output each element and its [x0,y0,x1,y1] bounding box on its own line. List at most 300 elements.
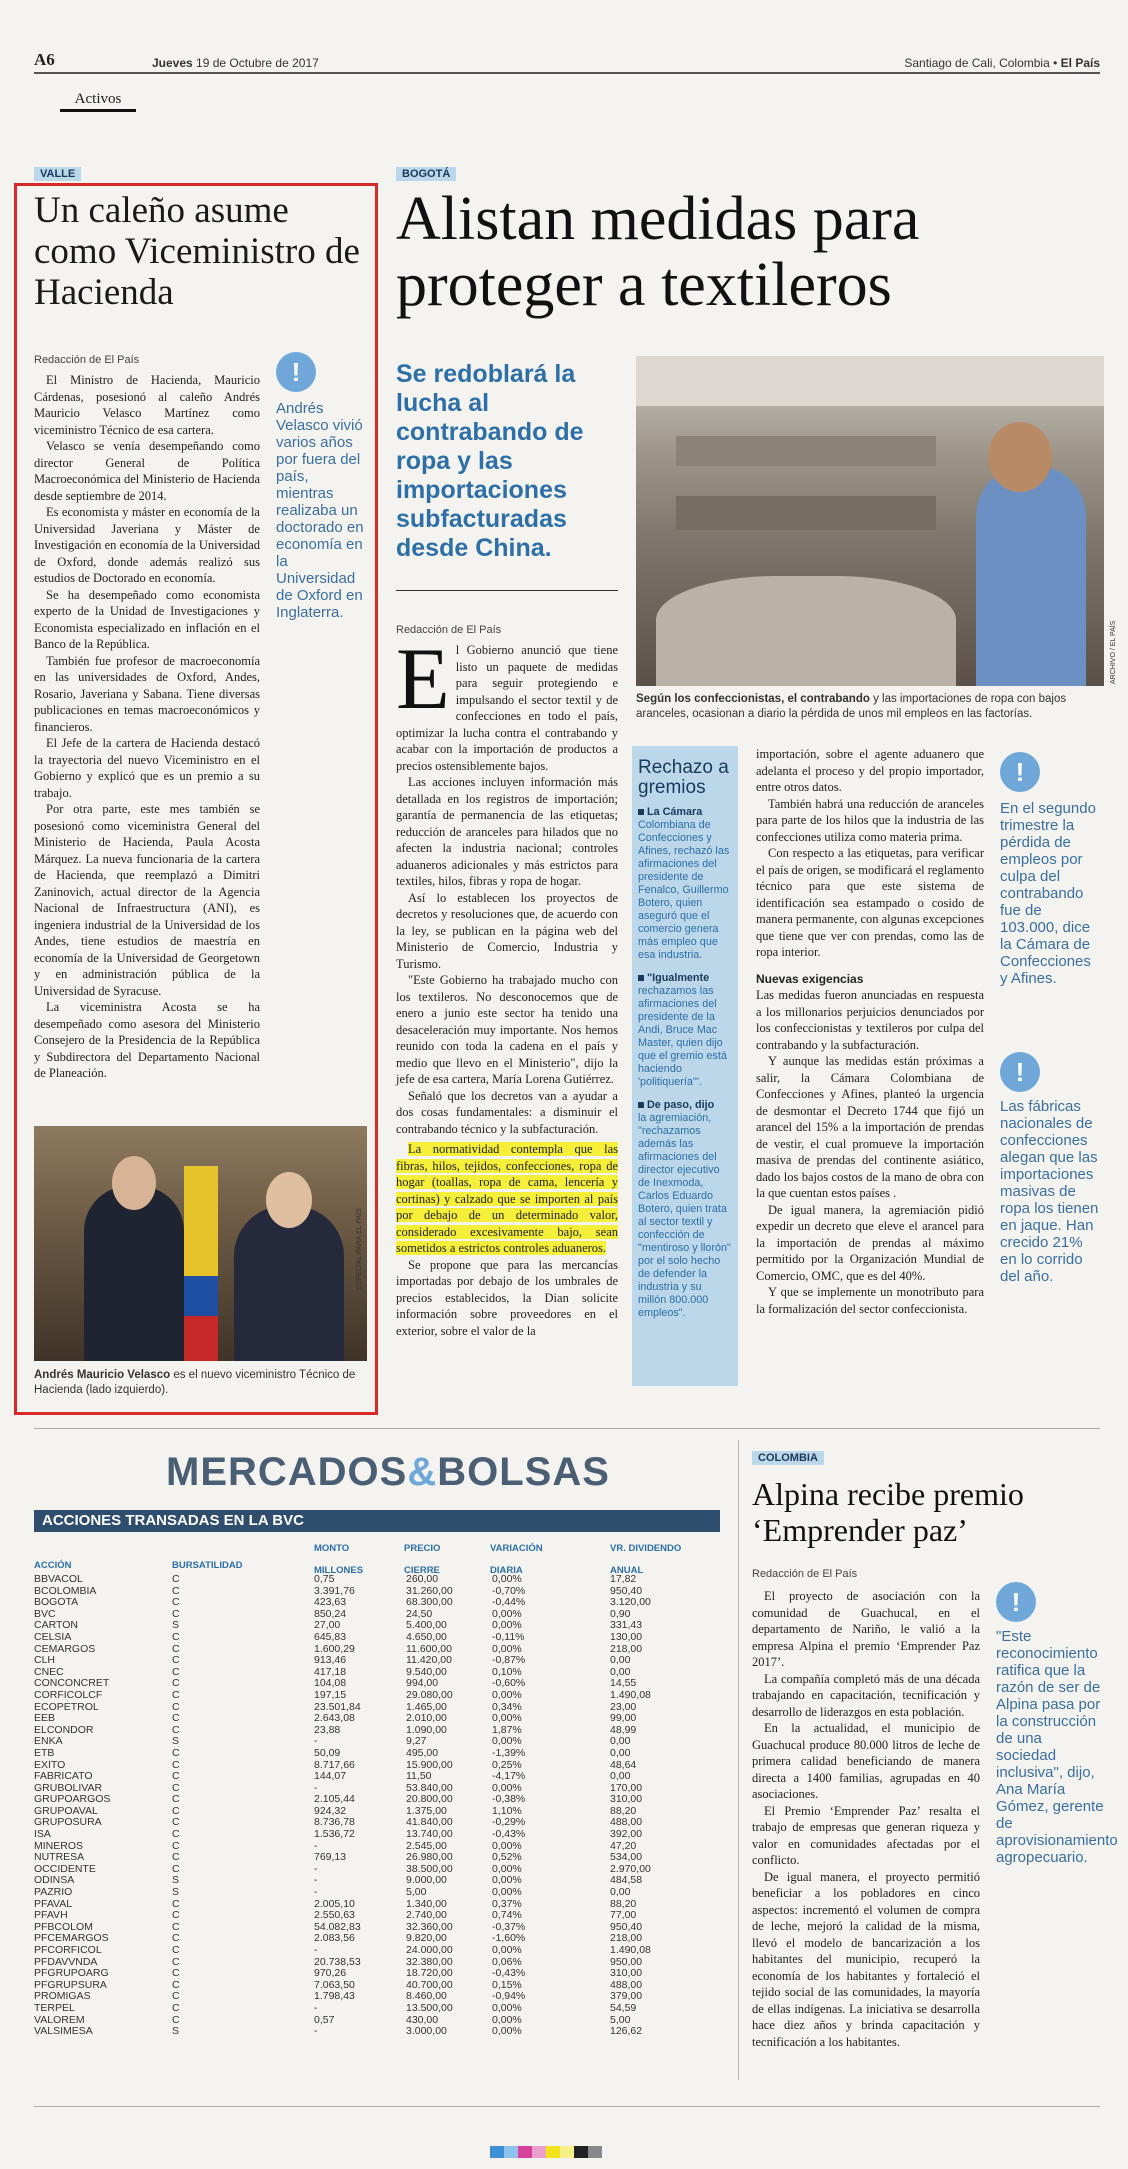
person-right [234,1206,344,1361]
cell-monto: - [314,1944,318,1956]
cell-accion: PAZRIO [34,1886,73,1899]
swatch-yellow [546,2146,560,2158]
cell-accion: VALSIMESA [34,2025,93,2038]
header-location-text: Santiago de Cali, Colombia • [904,56,1061,70]
photo-fabric [656,576,956,686]
cell-variacion: 0,10% [492,1665,522,1678]
cell-precio: 9,27 [406,1735,427,1748]
main-kicker: BOGOTÁ [396,167,456,181]
rechazo-item [638,806,732,962]
cell-bursatilidad: C [172,1607,180,1620]
cell-variacion: 0,00% [492,1944,522,1956]
header-monto: MONTO MILLONES [314,1543,364,1576]
cell-variacion: 0,00% [492,1874,522,1887]
cell-variacion: 0,00% [492,1688,522,1701]
main-paragraph: Y aunque las medidas están próximas a salir, la Cámara Colombiana de Confecciones y Afines, planteó la urgencia de desmontar el Decreto 1744 que fijó un arancel del 15% a la importación de prendas de vestir, el cual promueve la importación masiva de prendas del continente asiático, dado los bajos costos de la mano de obra con la que cuentan estos países . [756,1054,984,1200]
cell-precio: 11,50 [406,1770,432,1783]
cell-bursatilidad: C [172,2013,180,2026]
page-number: A6 [34,50,55,69]
cell-bursatilidad: C [172,1862,180,1875]
cell-bursatilidad: C [172,1642,180,1655]
cell-dividendo: 130,00 [610,1630,643,1643]
rechazo-item [638,972,732,1089]
table-row [34,1713,724,1725]
cell-dividendo: 47,20 [610,1839,637,1852]
left-photo [34,1126,367,1361]
flag-red [184,1316,218,1361]
cell-bursatilidad: C [172,1909,180,1922]
cell-precio: 5.400,00 [406,1619,447,1632]
cell-monto: - [314,1735,318,1748]
cell-monto: 23.501,84 [314,1700,361,1713]
cell-bursatilidad: C [172,2001,180,2014]
rechazo-item-text: Colombiana de Confecciones y Afines, rechazó las afirmaciones del presidente de Fenalco, Guillermo Botero, quien aseguró que el comercio genera más empleo que esa industria. [638,819,730,961]
cell-accion: GRUPOARGOS [34,1793,111,1806]
cell-bursatilidad: C [172,1746,180,1759]
cell-precio: 1.090,00 [406,1723,447,1736]
main-paragraph: "Este Gobierno ha trabajado mucho con los textileros. No desconocemos que de enero a junio este sector ha tenido una desaceleración muy importante. Nos hemos reunido con toda la cadena en el país y medio que llevo en el Ministerio", dijo la jefe de esa cartera, María Lorena Gutiérrez. [396,973,618,1086]
left-kicker-wrap [34,164,81,182]
header-paper-name: El País [1060,56,1100,70]
cell-variacion: 0,00% [492,1573,522,1585]
main-lead-text: l Gobierno anunció que tiene listo un paquete de medidas para seguir protegiendo e impulsando el sector textil y de confecciones en todo el país, optimizar la lucha contra el contrabando y acabar con la importación de productos a precios ostensiblemente bajos. [396,643,618,773]
cell-accion: ELCONDOR [34,1723,94,1736]
header-date-day: Jueves [152,56,193,70]
cell-accion: NUTRESA [34,1851,85,1864]
cell-precio: 2.740,00 [406,1909,447,1922]
left-paragraph: Se ha desempeñado como economista experto de la Unidad de Investigaciones y Economista especializado en inflación en el Banco de la República. [34,587,260,651]
rechazo-sidebar [632,746,738,1386]
cell-bursatilidad: C [172,1770,180,1783]
cell-precio: 3.000,00 [406,2025,447,2038]
main-dropcap: E [396,631,450,728]
cell-variacion: 0,15% [492,1978,522,1991]
main-paragraph: importación, sobre el agente aduanero que adelanta el proceso y del propio importador, entre otros datos. [756,747,984,794]
cell-accion: ETB [34,1746,55,1759]
cell-precio: 13.500,00 [406,2001,453,2014]
header-variacion: VARIACIÓN DIARIA [490,1543,543,1576]
cell-variacion: -0,70% [492,1584,526,1597]
left-paragraph: La viceministra Acosta se ha desempeñado como asesora del Ministerio Consejero de la Presidencia de la República y Subdirectora del Departamento Nacional de Planeación. [34,1000,260,1080]
left-quote: Andrés Velasco vivió varios años por fuera del país, mientras realizaba un doctorado en economía en la Universidad de Oxford en Inglaterra. [276,400,364,621]
table-row [34,1945,724,1957]
cell-monto: - [314,2001,318,2014]
main-deck: Se redoblará la lucha al contrabando de ropa y las importaciones subfacturadas desde China. [396,360,584,562]
cell-accion: GRUPOSURA [34,1816,102,1829]
table-row [34,1748,724,1760]
alpina-paragraph: El Premio ‘Emprender Paz’ resalta el trabajo de empresas que generan riqueza y valor en comunidades afectadas por el conflicto. [752,1803,980,1867]
person-left [84,1186,184,1361]
bullet-square [638,809,644,815]
header-rule [34,72,1100,74]
cell-precio: 18.720,00 [406,1967,453,1980]
cell-monto: 0,57 [314,2013,335,2026]
cell-variacion: 0,00% [492,2001,522,2014]
cell-precio: 5,00 [406,1886,427,1899]
main-kicker-wrap [396,164,456,182]
cell-accion: OCCIDENTE [34,1862,96,1875]
swatch-light-yellow [560,2146,574,2158]
table-row [34,1574,724,1586]
alpina-paragraph: De igual manera, el proyecto permitió beneficiar a los pobladores en cinco aspectos: incrementó el volumen de compra de leche, mejoró la calidad de la misma, llevó el modelo de bancarización a los habitantes del municipio, recuperó la economía de los habitantes y fortaleció el tejido social de las comunidades, la mayoría de ellas indígenas. La iniciativa se desarrolla hace diez años y brinda capacitación y tecnificación a los habitantes. [752,1869,980,2049]
cell-monto: 645,83 [314,1630,347,1643]
header-bursatilidad: BURSATILIDAD [172,1560,243,1571]
cell-dividendo: 218,00 [610,1642,643,1655]
cell-variacion: -0,29% [492,1816,526,1829]
cell-precio: 994,00 [406,1677,439,1690]
cell-precio: 32.380,00 [406,1955,453,1968]
cell-accion: EXITO [34,1758,66,1771]
cell-monto: 2.550,63 [314,1909,355,1922]
cell-bursatilidad: C [172,1851,180,1864]
bullet-square [638,1102,644,1108]
main-deck-rule [396,590,618,591]
cell-variacion: -1,60% [492,1932,526,1945]
left-paragraph: Por otra parte, este mes también se posesionó como viceministra General del Ministerio de Hacienda, Paula Acosta Márquez. La nueva funcionaria de la cartera de Hacienda, que reemplazó a Dimitri Zaninovich, actual director de la Agencia Nacional de Infraestructura (ANI), es ingeniera industrial de la Universidad de los Andes, tiene estudios de maestría en economía de la Universidad de Georgetown y en administración pública de la Universidad de Syracuse. [34,802,260,998]
cell-accion: PROMIGAS [34,1990,91,2003]
cell-precio: 53.840,00 [406,1781,453,1794]
main-paragraph: Con respecto a las etiquetas, para verificar el país de origen, se modificará el reglamento técnico para que este sistema de identificación sea estampado o cosido de manera permanente, con algunas excepciones que tiene que ver con prendas, como las de ropa interior. [756,846,985,959]
table-row [34,1632,724,1644]
cell-precio: 40.700,00 [406,1978,453,1991]
alpina-paragraph: En la actualidad, el municipio de Guachucal produce 80.000 litros de leche de primera calidad beneficiando de manera directa a 1400 familias, agrupadas en 40 asociaciones. [752,1721,980,1801]
cell-accion: BBVACOL [34,1573,83,1585]
swatch-black [574,2146,588,2158]
table-row [34,1771,724,1783]
cell-accion: BCOLOMBIA [34,1584,97,1597]
cell-accion: BOGOTA [34,1596,79,1609]
cell-dividendo: 1.490,08 [610,1944,651,1956]
main-quote2: Las fábricas nacionales de confecciones alegan que las importaciones masivas de ropa los tienen en jaque. Han crecido 21% en lo corrido del año. [1000,1098,1099,1285]
cell-accion: PFGRUPSURA [34,1978,107,1991]
cell-variacion: 0,00% [492,1781,522,1794]
left-paragraph: El Ministro de Hacienda, Mauricio Cárdenas, posesionó al caleño Andrés Mauricio Velasco Martínez como viceministro Técnico de esa cartera. [34,373,260,437]
cell-dividendo: 48,99 [610,1723,637,1736]
main-paragraph: Y que se implemente un monotributo para la formalización del sector confeccionista. [756,1285,984,1316]
swatch-light-blue [504,2146,518,2158]
cell-accion: CONCONCRET [34,1677,110,1690]
table-row [34,1655,724,1667]
left-headline: Un caleño asume como Viceministro de Hacienda [34,190,360,313]
cell-accion: CARTON [34,1619,78,1632]
cell-monto: 104,08 [314,1677,347,1690]
cell-bursatilidad: C [172,1723,180,1736]
left-caption-bold: Andrés Mauricio Velasco [34,1369,171,1381]
cell-precio: 31.260,00 [406,1584,453,1597]
cell-accion: CORFICOLCF [34,1688,103,1701]
cell-monto: 8.717,66 [314,1758,355,1771]
alpina-kicker: COLOMBIA [752,1451,824,1465]
cell-dividendo: 0,00 [610,1654,631,1667]
cell-bursatilidad: S [172,1735,180,1748]
cell-bursatilidad: C [172,1793,180,1806]
cell-precio: 2.545,00 [406,1839,447,1852]
photo-row-1 [676,436,936,466]
left-paragraph: El Jefe de la cartera de Hacienda destacó la trayectoria del nuevo Viceministro en el Gobierno y explicó que es un premio a su trabajo. [34,736,260,800]
cell-variacion: -0,60% [492,1677,526,1690]
cell-dividendo: 77,00 [610,1909,637,1922]
table-row [34,1829,724,1841]
main-photo [636,356,1104,686]
left-quote-icon: ! [276,352,316,392]
cell-monto: 3.391,76 [314,1584,355,1597]
cell-dividendo: 170,00 [610,1781,643,1794]
cell-dividendo: 1.490,08 [610,1688,651,1701]
cell-accion: ENKA [34,1735,63,1748]
cell-bursatilidad: C [172,1944,180,1956]
left-paragraph: Es economista y máster en economía de la Universidad Javeriana y Máster de Investigación en economía de la Universidad de Oxford, donde además realizó sus estudios de Doctorado en economía. [34,505,260,585]
cell-variacion: 0,00% [492,1839,522,1852]
cell-precio: 29.080,00 [406,1688,453,1701]
cell-monto: 23,88 [314,1723,341,1736]
header-dividendo: VR. DIVIDENDO ANUAL [610,1543,682,1576]
cell-monto: - [314,2025,318,2038]
swatch-gray [588,2146,602,2158]
cell-accion: PFCEMARGOS [34,1932,109,1945]
cell-dividendo: 0,00 [610,1770,631,1783]
cell-dividendo: 126,62 [610,2025,643,2038]
markets-headers [34,1538,724,1576]
cell-dividendo: 488,00 [610,1816,643,1829]
cell-accion: PFCORFICOL [34,1944,102,1956]
markets-table-body [34,1574,724,2038]
left-photo-credit: ESPECIAL PARA EL PAÍS [356,1208,363,1290]
person-left-head [112,1156,156,1210]
alpina-byline: Redacción de El País [752,1568,858,1580]
cell-bursatilidad: S [172,1619,180,1632]
cell-monto: 417,18 [314,1665,347,1678]
markets-table [34,1574,724,2038]
cell-monto: 20.738,53 [314,1955,361,1968]
cell-bursatilidad: C [172,1828,180,1841]
cell-variacion: 0,00% [492,1886,522,1899]
cell-dividendo: 218,00 [610,1932,643,1945]
cell-variacion: -0,11% [492,1630,525,1643]
cell-monto: - [314,1862,318,1875]
main-paragraph: Las acciones incluyen información más detallada en los registros de importación; garantía de permanencia de las etiquetas; reducción de aranceles para hilados que no afecten la industria nacional; controles aduaneros adicionales y más estrictos para textiles, hilos, fibras y ropa de hogar. [396,775,618,888]
cell-monto: 2.005,10 [314,1897,355,1910]
left-caption-rest: es el nuevo viceministro Técnico de Hacienda (lado izquierdo). [34,1369,356,1396]
cell-accion: PFAVAL [34,1897,73,1910]
left-paragraph: También fue profesor de macroeconomía en las universidades de Oxford, Andes, Rosario, Javeriana y Sabana. Tiene diversas publicaciones en temas macroeconómicos y financieros. [34,653,260,734]
cell-accion: FABRICATO [34,1770,93,1783]
cell-precio: 9.540,00 [406,1665,447,1678]
cell-precio: 430,00 [406,2013,439,2026]
cell-dividendo: 0,00 [610,1746,631,1759]
cell-variacion: -0,43% [492,1967,526,1980]
markets-bar: ACCIONES TRANSADAS EN LA BVC [34,1510,720,1532]
cell-accion: GRUPOAVAL [34,1804,98,1817]
cell-accion: CNEC [34,1665,64,1678]
cell-accion: MINEROS [34,1839,84,1852]
cell-bursatilidad: S [172,1886,180,1899]
cell-dividendo: 534,00 [610,1851,643,1864]
alpina-paragraph: La compañía completó más de una década trabajando en capacitación, tecnificación y desarrollo de liderazgos en esta población. [752,1671,980,1719]
cell-bursatilidad: C [172,1758,180,1771]
main-paragraph: De igual manera, la agremiación pidió expedir un decreto que eleve el arancel para la importación de prendas al máximo permitido por la Organización Mundial de Comercio, OMC, que es del 40%. [756,1202,984,1283]
markets-title-b: BOLSAS [437,1450,610,1494]
cell-precio: 24,50 [406,1607,433,1620]
cell-variacion: -0,37% [492,1920,526,1933]
cell-bursatilidad: C [172,1932,180,1945]
table-row [34,1690,724,1702]
cell-accion: CELSIA [34,1630,72,1643]
left-body [34,372,260,1082]
swatch-blue [490,2146,504,2158]
cell-dividendo: 0,00 [610,1665,631,1678]
alpina-body [752,1588,980,2050]
cell-monto: 0,75 [314,1573,335,1585]
main-caption-rest: y las importaciones de ropa con bajos aranceles, ocasionan a diario la pérdida de unos mil empleos en las factorías. [636,693,1067,720]
cell-variacion: -1,39% [492,1746,526,1759]
cell-bursatilidad: S [172,1874,180,1887]
alpina-divider [738,1440,739,2080]
cell-monto: 8.736,78 [314,1816,355,1829]
cell-dividendo: 99,00 [610,1712,637,1725]
main-subhead: Nuevas exigencias [756,971,864,986]
main-quote1-icon: ! [1000,752,1040,792]
cell-variacion: -4,17% [492,1770,526,1783]
cell-monto: 1.798,43 [314,1990,355,2003]
cell-variacion: 0,00% [492,2013,522,2026]
cell-dividendo: 484,58 [610,1874,643,1887]
table-row [34,1887,724,1899]
cell-dividendo: 950,40 [610,1920,643,1933]
cell-dividendo: 950,40 [610,1584,643,1597]
cell-accion: ODINSA [34,1874,75,1887]
cell-variacion: -0,94% [492,1990,526,2003]
cell-variacion: 0,37% [492,1897,522,1910]
cell-dividendo: 3.120,00 [610,1596,651,1609]
cell-accion: EEB [34,1712,56,1725]
cell-accion: TERPEL [34,2001,75,2014]
cell-dividendo: 2.970,00 [610,1862,651,1875]
cell-bursatilidad: C [172,1584,180,1597]
header-precio: PRECIO CIERRE [404,1543,441,1576]
photo-worker-head [988,422,1052,492]
main-caption-bold: Según los confeccionistas, el contrabando [636,693,870,705]
cell-monto: 54.082,83 [314,1920,361,1933]
cell-monto: 850,24 [314,1607,347,1620]
cell-variacion: 1,10% [492,1804,522,1817]
main-paragraph: Señaló que los decretos van a ayudar a dos cosas fundamentales: a disminuir el contrabando técnico y la subfacturación. [396,1088,618,1136]
cell-variacion: 0,00% [492,1862,522,1875]
cell-dividendo: 331,43 [610,1619,643,1632]
cell-variacion: 0,00% [492,1712,522,1725]
cell-precio: 9.820,00 [406,1932,447,1945]
cell-precio: 41.840,00 [406,1816,453,1829]
cell-dividendo: 5,00 [610,2013,631,2026]
swatch-pink [532,2146,546,2158]
main-caption [636,692,1104,722]
cell-precio: 32.360,00 [406,1920,453,1933]
rechazo-item-text: la agremiación, "rechazamos además las afirmaciones del director ejecutivo de Inexmoda, Carlos Eduardo Botero, quien trata al sector textil y confección de "mentiroso y llorón" por el solo hecho de defender la industria y su millón 800.000 empleos". [638,1112,731,1319]
main-paragraph: Así lo establecen los proyectos de decretos y resoluciones que, de acuerdo con la ley, se publican en la página web del Ministerio de Comercio, Industria y Turismo. [396,890,618,971]
cell-precio: 260,00 [406,1573,439,1585]
cell-precio: 68.300,00 [406,1596,453,1609]
cell-bursatilidad: C [172,1781,180,1794]
left-paragraph: Velasco se venía desempeñando como director General de Política Macroeconómica del Ministerio de Hacienda desde septiembre de 2014. [34,439,260,503]
cell-bursatilidad: C [172,1677,180,1690]
footer-rule [34,2106,1100,2107]
cell-monto: 2.643,08 [314,1712,355,1725]
cell-accion: PFDAVVNDA [34,1955,98,1968]
cell-dividendo: 0,00 [610,1886,631,1899]
cell-accion: PFBCOLOM [34,1920,93,1933]
cell-monto: 144,07 [314,1770,347,1783]
cell-variacion: -0,43% [492,1828,526,1841]
cell-precio: 38.500,00 [406,1862,453,1875]
cell-precio: 4.650,00 [406,1630,447,1643]
header-date [152,56,319,70]
cell-dividendo: 392,00 [610,1828,643,1841]
cell-variacion: 0,00% [492,1619,522,1632]
cell-variacion: 0,34% [492,1700,522,1713]
main-lead [396,631,618,774]
cell-variacion: -0,44% [492,1596,526,1609]
cell-monto: 27,00 [314,1619,341,1632]
photo-light-band [636,356,1104,406]
cell-monto: 7.063,50 [314,1978,355,1991]
cell-bursatilidad: C [172,1839,180,1852]
rechazo-item-bold: La Cámara [647,806,703,818]
main-paragraph: También habrá una reducción de aranceles para parte de los hilos que la industria de las confecciones utiliza como materia prima. [756,796,984,844]
main-paragraph: Las medidas fueron anunciadas en respuesta a los millonarios perjuicios denunciados por los confeccionistas y textileros por culpa del contrabando y la subfacturación. [756,988,984,1052]
cell-variacion: 0,00% [492,1642,522,1655]
cell-bursatilidad: C [172,1712,180,1725]
cell-precio: 8.460,00 [406,1990,447,2003]
cell-accion: ISA [34,1828,51,1841]
rechazo-item-bold: De paso, dijo [647,1099,715,1111]
cell-dividendo: 379,00 [610,1990,643,2003]
table-row [34,2026,724,2038]
cell-monto: 970,26 [314,1967,347,1980]
cell-bursatilidad: C [172,1596,180,1609]
cell-precio: 495,00 [406,1746,439,1759]
cell-dividendo: 310,00 [610,1967,643,1980]
cell-variacion: 0,06% [492,1955,522,1968]
cell-monto: 913,46 [314,1654,347,1667]
left-kicker: VALLE [34,167,81,181]
cell-bursatilidad: C [172,1573,180,1585]
main-highlight-paragraph [396,1141,618,1257]
cell-accion: PFGRUPOARG [34,1967,109,1980]
photo-worker [976,466,1086,686]
cell-variacion: 0,74% [492,1909,522,1922]
markets-title-a: MERCADOS [166,1450,408,1494]
cell-bursatilidad: C [172,1967,180,1980]
cell-bursatilidad: C [172,1816,180,1829]
cell-accion: CEMARGOS [34,1642,96,1655]
photo-row-2 [676,496,936,530]
cell-dividendo: 88,20 [610,1897,637,1910]
bullet-square [638,975,644,981]
cell-monto: 1.600,29 [314,1642,355,1655]
cell-monto: 50,09 [314,1746,341,1759]
cell-variacion: 0,00% [492,1607,522,1620]
cell-precio: 9.000,00 [406,1874,447,1887]
cell-monto: - [314,1886,318,1899]
cell-bursatilidad: C [172,1920,180,1933]
cell-dividendo: 0,00 [610,1735,631,1748]
rechazo-item-text: rechazamos las afirmaciones del presidente de la Andi, Bruce Mac Master, quien dijo que el gremio está haciendo 'politiquería'". [638,985,727,1088]
markets-title [166,1450,610,1495]
alpina-headline: Alpina recibe premio ‘Emprender paz’ [752,1476,1024,1548]
cell-bursatilidad: C [172,1978,180,1991]
alpina-quote-icon: ! [996,1582,1036,1622]
alpina-kicker-wrap [752,1448,824,1466]
alpina-quote: "Este reconocimiento ratifica que la razón de ser de Alpina pasa por la construcción de una sociedad inclusiva", dijo, Ana María Gómez, gerente de aprovisionamiento agropecuario. [996,1628,1118,1866]
